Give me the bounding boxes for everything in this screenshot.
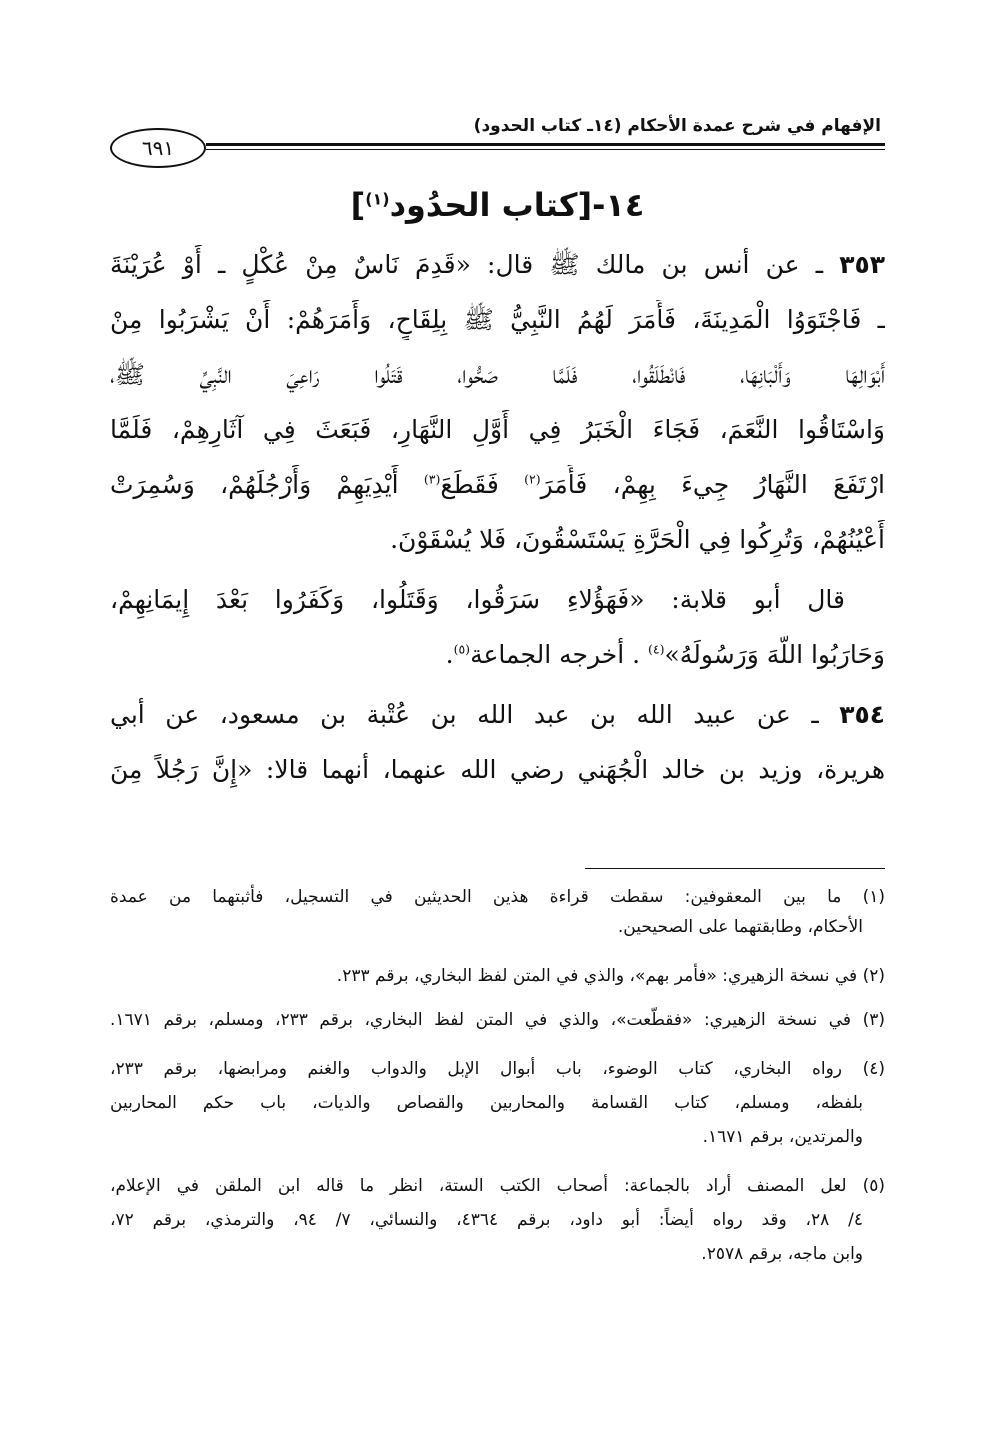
- body-line: [110, 635, 885, 675]
- footnote-line: والمرتدين، برقم ١٦٧١.: [702, 1127, 863, 1147]
- running-title: الإفهام في شرح عمدة الأحكام (١٤ـ كتاب الحدود): [473, 116, 881, 136]
- footnote-line: بلفظه، ومسلم، كتاب القسامة والمحاربين والقصاص والديات، باب حكم المحاربين: [110, 1093, 863, 1113]
- chapter-title: [110, 180, 885, 230]
- hadith-number: ٣٥٤: [839, 700, 885, 729]
- page-header: [110, 108, 885, 158]
- body-text: أَيْدِيَهِمْ وَأَرْجُلَهُمْ، وَسُمِرَتْ: [110, 470, 424, 499]
- body-line: قال أبو قلابة: «فَهَؤُلاءِ سَرَقُوا، وَقَتَلُوا، وَكَفَرُوا بَعْدَ إِيمَانِهِمْ،: [110, 585, 845, 614]
- footnote-line: (٢) في نسخة الزهيري: «فأمر بهم»، والذي في المتن لفظ البخاري، برقم ٢٣٣.: [336, 966, 885, 986]
- body-text: وَحَارَبُوا اللَّهَ وَرَسُولَهُ»: [664, 640, 885, 669]
- footnote-ref: (٤): [648, 641, 665, 657]
- footnote-line: (٣) في نسخة الزهيري: «فقطّعت»، والذي في المتن لفظ البخاري، برقم ٢٣٣، ومسلم، برقم ١٦٧١.: [110, 1010, 885, 1030]
- body-line: وَاسْتَاقُوا النَّعَمَ، فَجَاءَ الْخَبَرُ فِي أَوَّلِ النَّهَارِ، فَبَعَثَ فِي آثَارِهِمْ، فَلَمَّا: [110, 415, 885, 444]
- body-text: . أخرجه الجماعة: [470, 640, 648, 669]
- body-line: أَعْيُنُهُمْ، وَتُرِكُوا فِي الْحَرَّةِ يَسْتَسْقُونَ، فَلا يُسْقَوْنَ.: [390, 525, 885, 554]
- body-line: [110, 245, 885, 285]
- chapter-title-close: ]: [350, 186, 366, 224]
- page-number: ٦٩١: [110, 128, 206, 168]
- footnote-ref: (٥): [453, 641, 471, 657]
- body-text: .: [445, 640, 454, 669]
- footnote-ref: (٢): [524, 471, 541, 487]
- body-text: فَقَطَعَ: [440, 470, 525, 499]
- footnote-line: وابن ماجه، برقم ٢٥٧٨.: [701, 1244, 863, 1264]
- footnote-line: (٤) رواه البخاري، كتاب الوضوء، باب أبوال الإبل والدواب والغنم ومرابضها، برقم ٢٣٣،: [110, 1059, 885, 1079]
- body-text: ـ عن أنس بن مالك ﷺ قال: «قَدِمَ نَاسٌ مِنْ عُكْلٍ ـ أَوْ عُرَيْنَةَ: [110, 250, 840, 279]
- footnote-ref: (٣): [423, 471, 441, 487]
- header-rule-thick: [206, 143, 885, 146]
- header-rule-thin: [206, 149, 885, 150]
- body-line: [110, 695, 885, 735]
- footnote-ref: (١): [365, 189, 390, 209]
- body-line: ـ فَاجْتَوَوُا الْمَدِينَةَ، فَأَمَرَ لَهُمُ النَّبِيُّ ﷺ بِلِقَاحٍ، وَأَمَرَهُمْ: أَنْ يَشْرَبُوا مِنْ: [110, 305, 885, 334]
- body-line: [110, 465, 885, 505]
- footnote-line: (٥) لعل المصنف أراد بالجماعة: أصحاب الكتب الستة، انظر ما قاله ابن الملقن في الإعلام،: [110, 1176, 885, 1196]
- footnote-line: ٤/ ٢٨، وقد رواه أيضاً: أبو داود، برقم ٤٣٦٤، والنسائي، ٧/ ٩٤، والترمذي، برقم ٧٢،: [110, 1210, 863, 1230]
- footnote-line: (١) ما بين المعقوفين: سقطت قراءة هذين الحديثين في التسجيل، فأثبتهما من عمدة: [110, 887, 885, 907]
- body-line: أَبْوَالِهَا وَأَلْبَانِهَا، فَانْطَلَقُوا، فَلَمَّا صَحُّوا، قَتَلُوا رَاعِيَ النَّبِيِّ ﷺ،: [110, 360, 885, 389]
- hadith-number: ٣٥٣: [839, 250, 885, 279]
- footnote-line: الأحكام، وطابقتهما على الصحيحين.: [617, 917, 863, 937]
- body-text: ـ عن عبيد الله بن عبد الله بن عُتْبة بن مسعود، عن أبي: [110, 700, 840, 729]
- chapter-title-text: ١٤-[كتاب الحدُود: [389, 186, 645, 224]
- body-text: ارْتَفَعَ النَّهَارُ جِيءَ بِهِمْ، فَأَمَرَ: [540, 470, 885, 499]
- body-line: هريرة، وزيد بن خالد الْجُهَني رضي الله عنهما، أنهما قالا: «إِنَّ رَجُلاً مِنَ: [110, 755, 885, 784]
- footnote-separator: [585, 868, 885, 869]
